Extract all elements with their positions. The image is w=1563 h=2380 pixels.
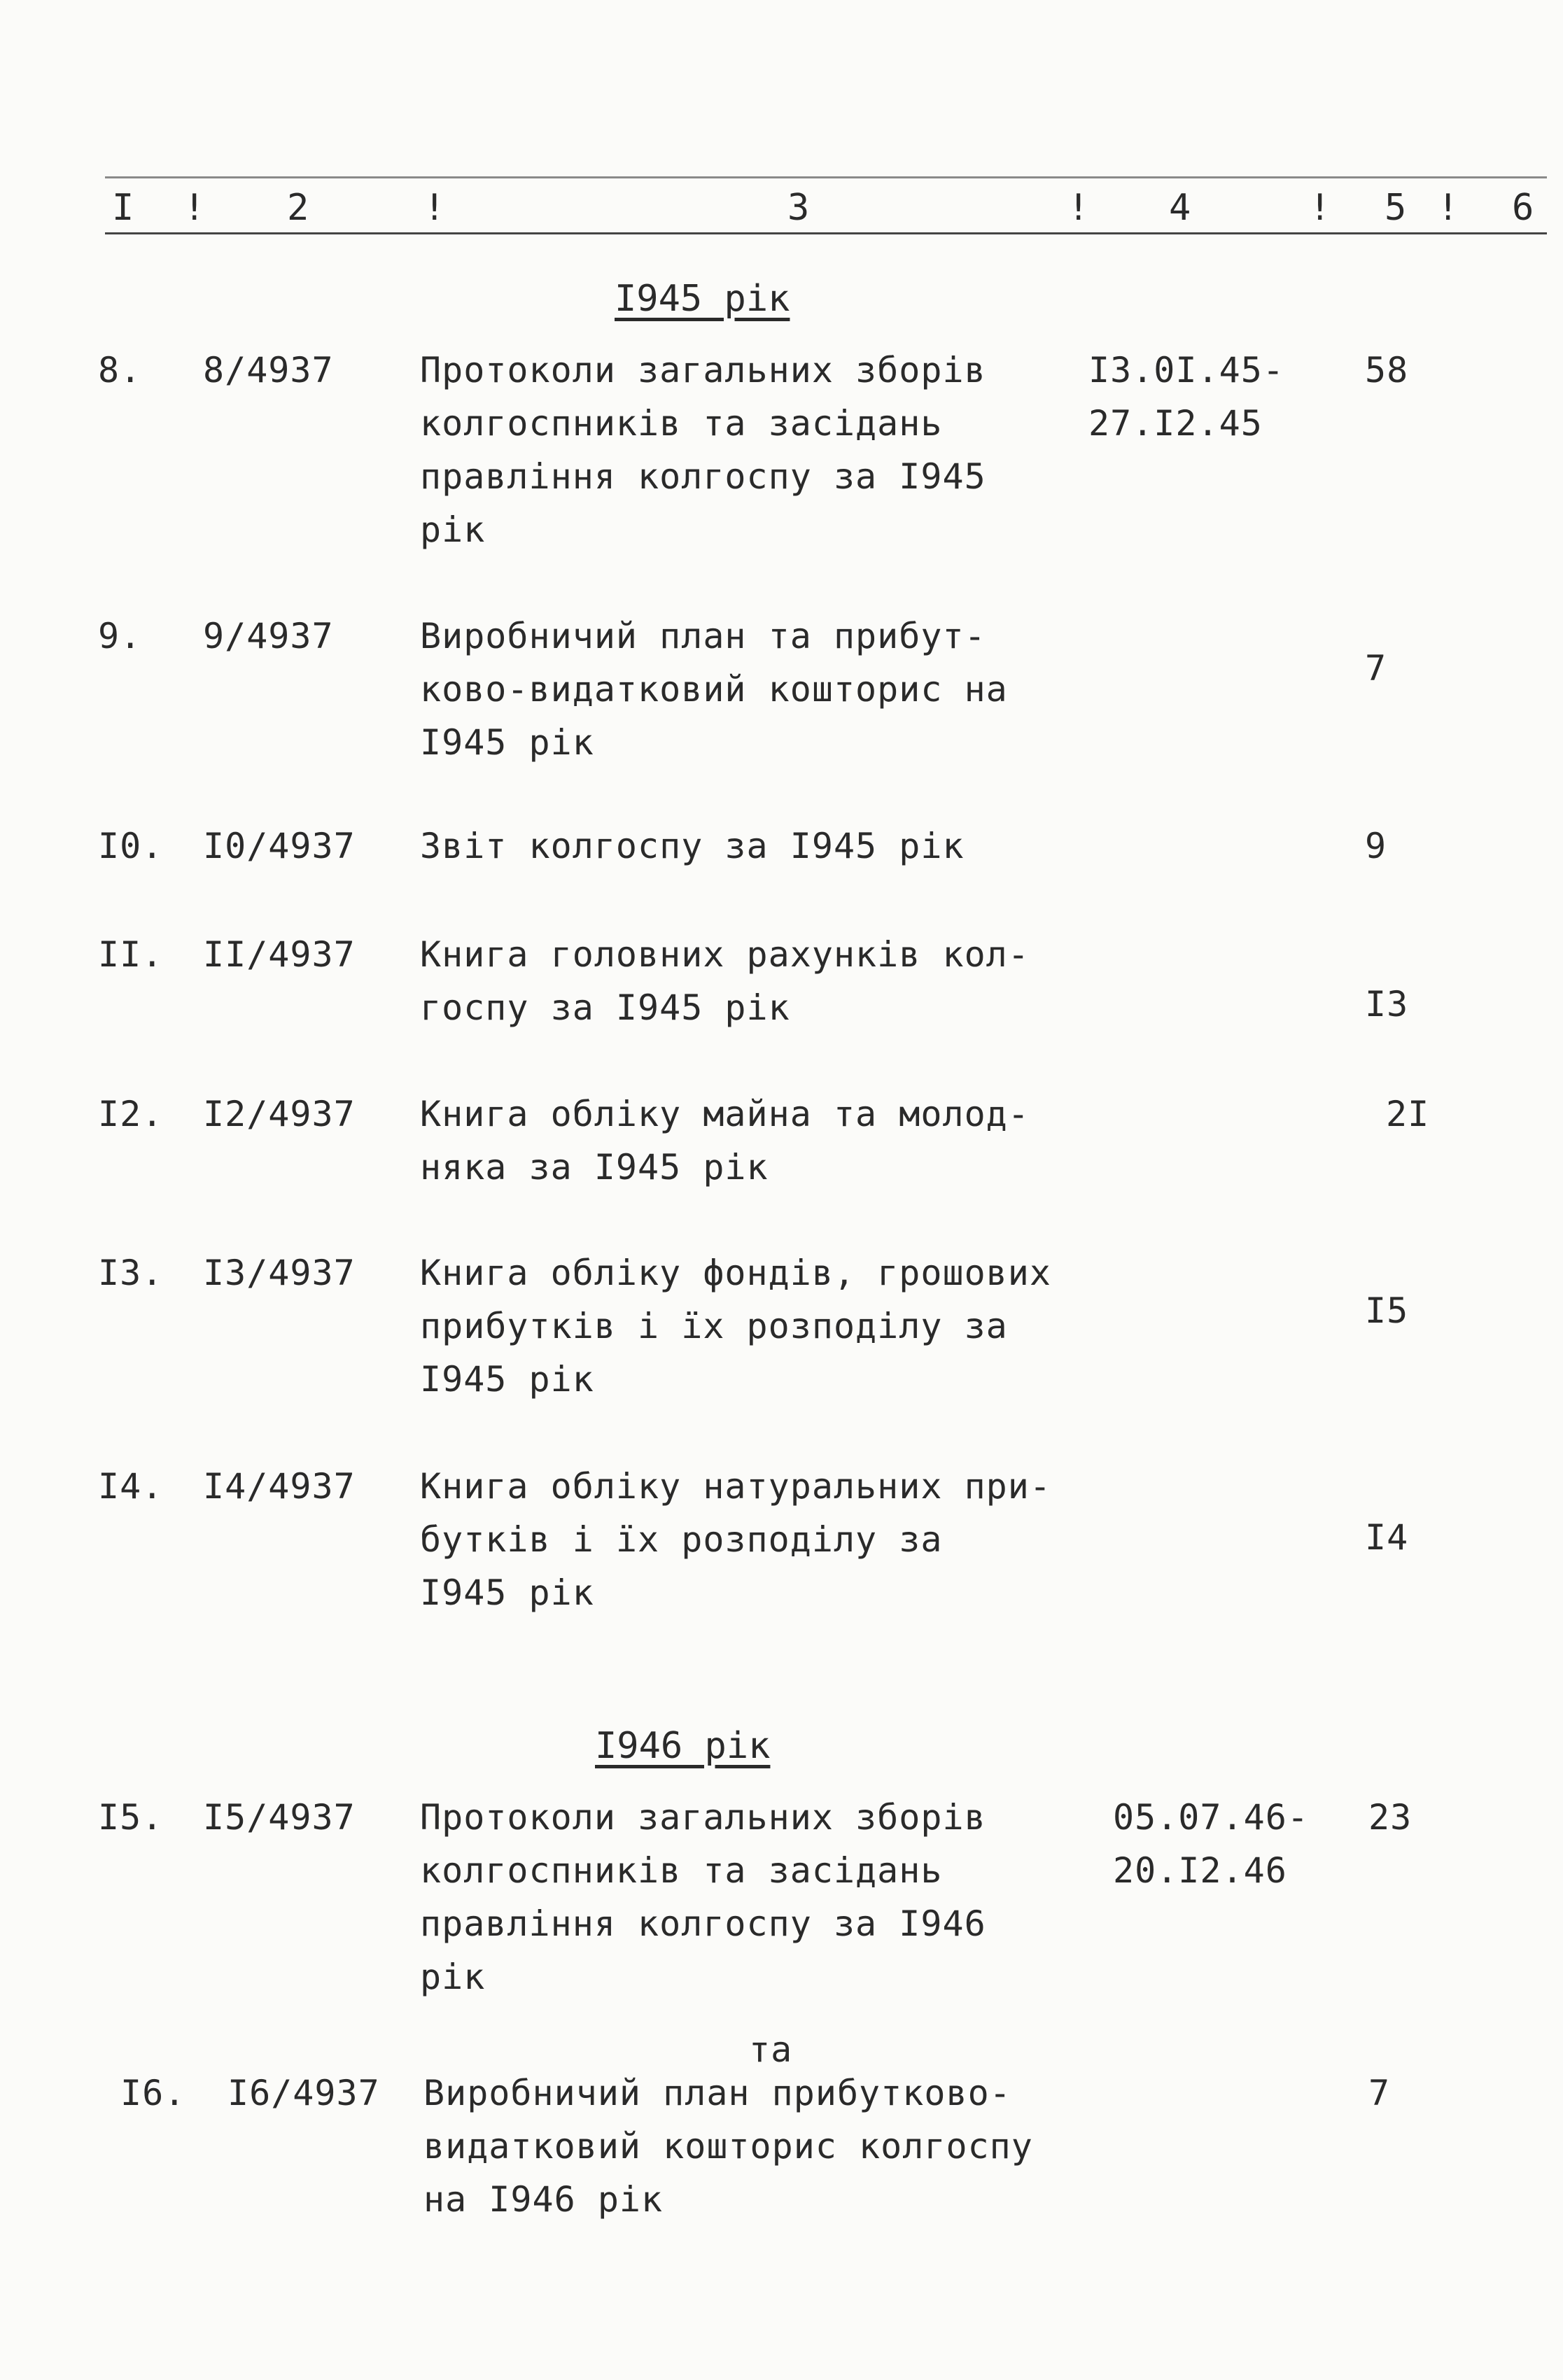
row-code: 8/4937	[203, 350, 334, 390]
row-code: I6/4937	[227, 2073, 380, 2113]
header-col-4: 4	[1169, 187, 1191, 229]
row-number: 9.	[98, 616, 142, 656]
row-pages: 7	[1368, 2073, 1391, 2113]
row-number: I6.	[120, 2073, 186, 2113]
row-number: II.	[98, 934, 164, 975]
section-year-heading: I945 рік	[615, 278, 790, 320]
header-col-2: 2	[287, 187, 309, 229]
row-pages: 2I	[1386, 1094, 1430, 1134]
row-title-line: Книга обліку натуральних при-	[420, 1466, 1051, 1507]
row-title-line: прибутків і їх розподілу за	[420, 1306, 1008, 1346]
row-title-line: ково-видатковий кошторис на	[420, 669, 1008, 710]
row-number: I3.	[98, 1253, 164, 1293]
row-title-line: колгоспників та засідань	[420, 403, 943, 444]
header-sep: !	[1437, 187, 1459, 229]
row-title-line: Протоколи загальних зборів	[420, 1797, 986, 1838]
row-title-line: Звіт колгоспу за I945 рік	[420, 826, 965, 866]
row-number: I2.	[98, 1094, 164, 1134]
row-pages: 23	[1368, 1797, 1413, 1838]
header-sep: !	[1309, 187, 1331, 229]
row-title-line: Книга обліку фондів, грошових	[420, 1253, 1051, 1293]
row-title-line: няка за I945 рік	[420, 1147, 769, 1188]
row-title-line: бутків і їх розподілу за	[420, 1519, 943, 1560]
row-title-line: Протоколи загальних зборів	[420, 350, 986, 390]
header-col-6: 6	[1512, 187, 1534, 229]
row-code: II/4937	[203, 934, 356, 975]
header-sep: !	[423, 187, 446, 229]
row-title-line: I945 рік	[420, 722, 594, 763]
row-number: I4.	[98, 1466, 164, 1507]
row-code: 9/4937	[203, 616, 334, 656]
row-pages: 7	[1365, 648, 1387, 689]
row-title-line: Книга головних рахунків кол-	[420, 934, 1030, 975]
row-pages: I3	[1365, 984, 1409, 1024]
header-bottom-rule	[105, 232, 1547, 234]
row-pages: 9	[1365, 826, 1387, 866]
header-top-rule	[105, 176, 1547, 178]
row-number: I0.	[98, 826, 164, 866]
row-title-line: правління колгоспу за I945	[420, 456, 986, 497]
row-title-line: колгоспників та засідань	[420, 1850, 943, 1891]
row-code: I4/4937	[203, 1466, 356, 1507]
row-title-line: видатковий кошторис колгоспу	[423, 2126, 1033, 2167]
header-sep: !	[1067, 187, 1090, 229]
row-code: I2/4937	[203, 1094, 356, 1134]
header-col-5: 5	[1385, 187, 1407, 229]
row-date-start: I3.0I.45-	[1088, 350, 1284, 390]
row-title-line: I945 рік	[420, 1359, 594, 1400]
row-title-line: рік	[420, 509, 486, 550]
row-title-line: I945 рік	[420, 1572, 594, 1613]
header-col-3: 3	[787, 187, 810, 229]
row-title-line: правління колгоспу за I946	[420, 1903, 986, 1944]
row-date-end: 20.I2.46	[1113, 1850, 1287, 1891]
row-date-end: 27.I2.45	[1088, 403, 1263, 444]
row-title-line: рік	[420, 1957, 486, 1997]
row-code: I5/4937	[203, 1797, 356, 1838]
row-number: 8.	[98, 350, 142, 390]
handwritten-insertion: та	[749, 2029, 793, 2070]
row-title-line: госпу за I945 рік	[420, 987, 790, 1028]
row-code: I0/4937	[203, 826, 356, 866]
row-title-line: на I946 рік	[423, 2179, 664, 2220]
row-title-line: Виробничий план та прибут-	[420, 616, 986, 656]
section-year-heading: I946 рік	[595, 1725, 771, 1767]
row-pages: I4	[1365, 1517, 1409, 1558]
row-number: I5.	[98, 1797, 164, 1838]
header-sep: !	[183, 187, 206, 229]
row-pages: I5	[1365, 1290, 1409, 1331]
row-pages: 58	[1365, 350, 1409, 390]
row-code: I3/4937	[203, 1253, 356, 1293]
row-title-line: Книга обліку майна та молод-	[420, 1094, 1030, 1134]
row-date-start: 05.07.46-	[1113, 1797, 1309, 1838]
row-title-line: Виробничий план прибутково-	[423, 2073, 1011, 2113]
header-col-1: I	[112, 187, 134, 229]
